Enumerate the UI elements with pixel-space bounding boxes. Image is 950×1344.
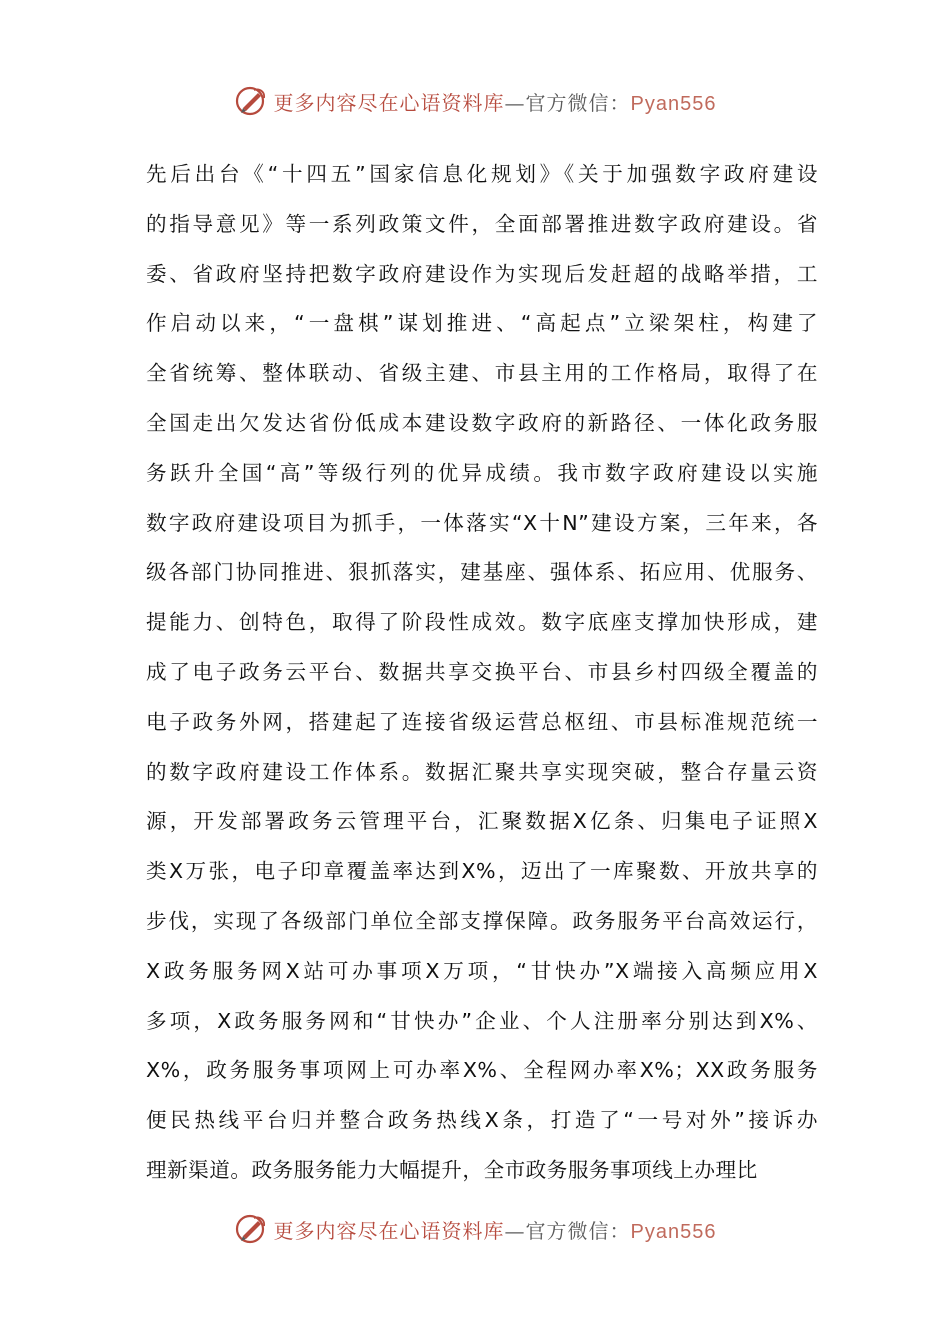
text-line: 理新渠道。政务服务能力大幅提升，全市政务服务事项线上办理比 xyxy=(146,1157,758,1182)
text-line: 类X万张，电子印章覆盖率达到X%，迈出了一库聚数、开放共享的 xyxy=(146,859,818,884)
footer-watermark xyxy=(0,1212,950,1246)
text-line: 电子政务外网，搭建起了连接省级运营总枢纽、市县标准规范统一 xyxy=(146,709,818,734)
text-line: 委、省政府坚持把数字政府建设作为实现后发赶超的战略举措，工 xyxy=(146,261,818,286)
text-line: 步伐，实现了各级部门单位全部支撑保障。政务服务平台高效运行， xyxy=(146,908,818,933)
text-line: 便民热线平台归并整合政务热线X条，打造了“一号对外”接诉办 xyxy=(146,1108,818,1133)
pen-logo-icon xyxy=(234,84,268,118)
text-line: 的指导意见》等一系列政策文件，全面部署推进数字政府建设。省 xyxy=(146,211,818,236)
text-line: 多项，X政务服务网和“甘快办”企业、个人注册率分别达到X%、 xyxy=(146,1008,818,1033)
text-line: 源，开发部署政务云管理平台，汇聚数据X亿条、归集电子证照X xyxy=(146,809,818,834)
text-line: 成了电子政务云平台、数据共享交换平台、市县乡村四级全覆盖的 xyxy=(146,659,818,684)
watermark-text: 更多内容尽在心语资料库—官方微信：Pyan556 xyxy=(273,1218,717,1243)
text-line: 提能力、创特色，取得了阶段性成效。数字底座支撑加快形成，建 xyxy=(146,610,818,635)
watermark-text: 更多内容尽在心语资料库—官方微信：Pyan556 xyxy=(273,90,717,115)
header-watermark xyxy=(0,84,950,118)
pen-logo-icon xyxy=(234,1212,268,1246)
text-line: X政务服务网X站可办事项X万项，“甘快办”X端接入高频应用X xyxy=(146,958,818,983)
text-line: 全省统筹、整体联动、省级主建、市县主用的工作格局，取得了在 xyxy=(146,361,818,386)
text-line: 全国走出欠发达省份低成本建设数字政府的新路径、一体化政务服 xyxy=(146,410,818,435)
text-line: 数字政府建设项目为抓手，一体落实“X十N”建设方案，三年来，各 xyxy=(146,510,818,535)
text-line: X%，政务服务事项网上可办率X%、全程网办率X%；XX政务服务 xyxy=(146,1058,818,1083)
text-line: 作启动以来，“一盘棋”谋划推进、“高起点”立梁架柱，构建了 xyxy=(146,311,818,336)
body-text xyxy=(146,150,818,1196)
text-line: 的数字政府建设工作体系。数据汇聚共享实现突破，整合存量云资 xyxy=(146,759,818,784)
text-line: 先后出台《“十四五”国家信息化规划》《关于加强数字政府建设 xyxy=(146,162,818,186)
text-line: 务跃升全国“高”等级行列的优异成绩。我市数字政府建设以实施 xyxy=(146,460,818,485)
text-line: 级各部门协同推进、狠抓落实，建基座、强体系、拓应用、优服务、 xyxy=(146,560,818,585)
